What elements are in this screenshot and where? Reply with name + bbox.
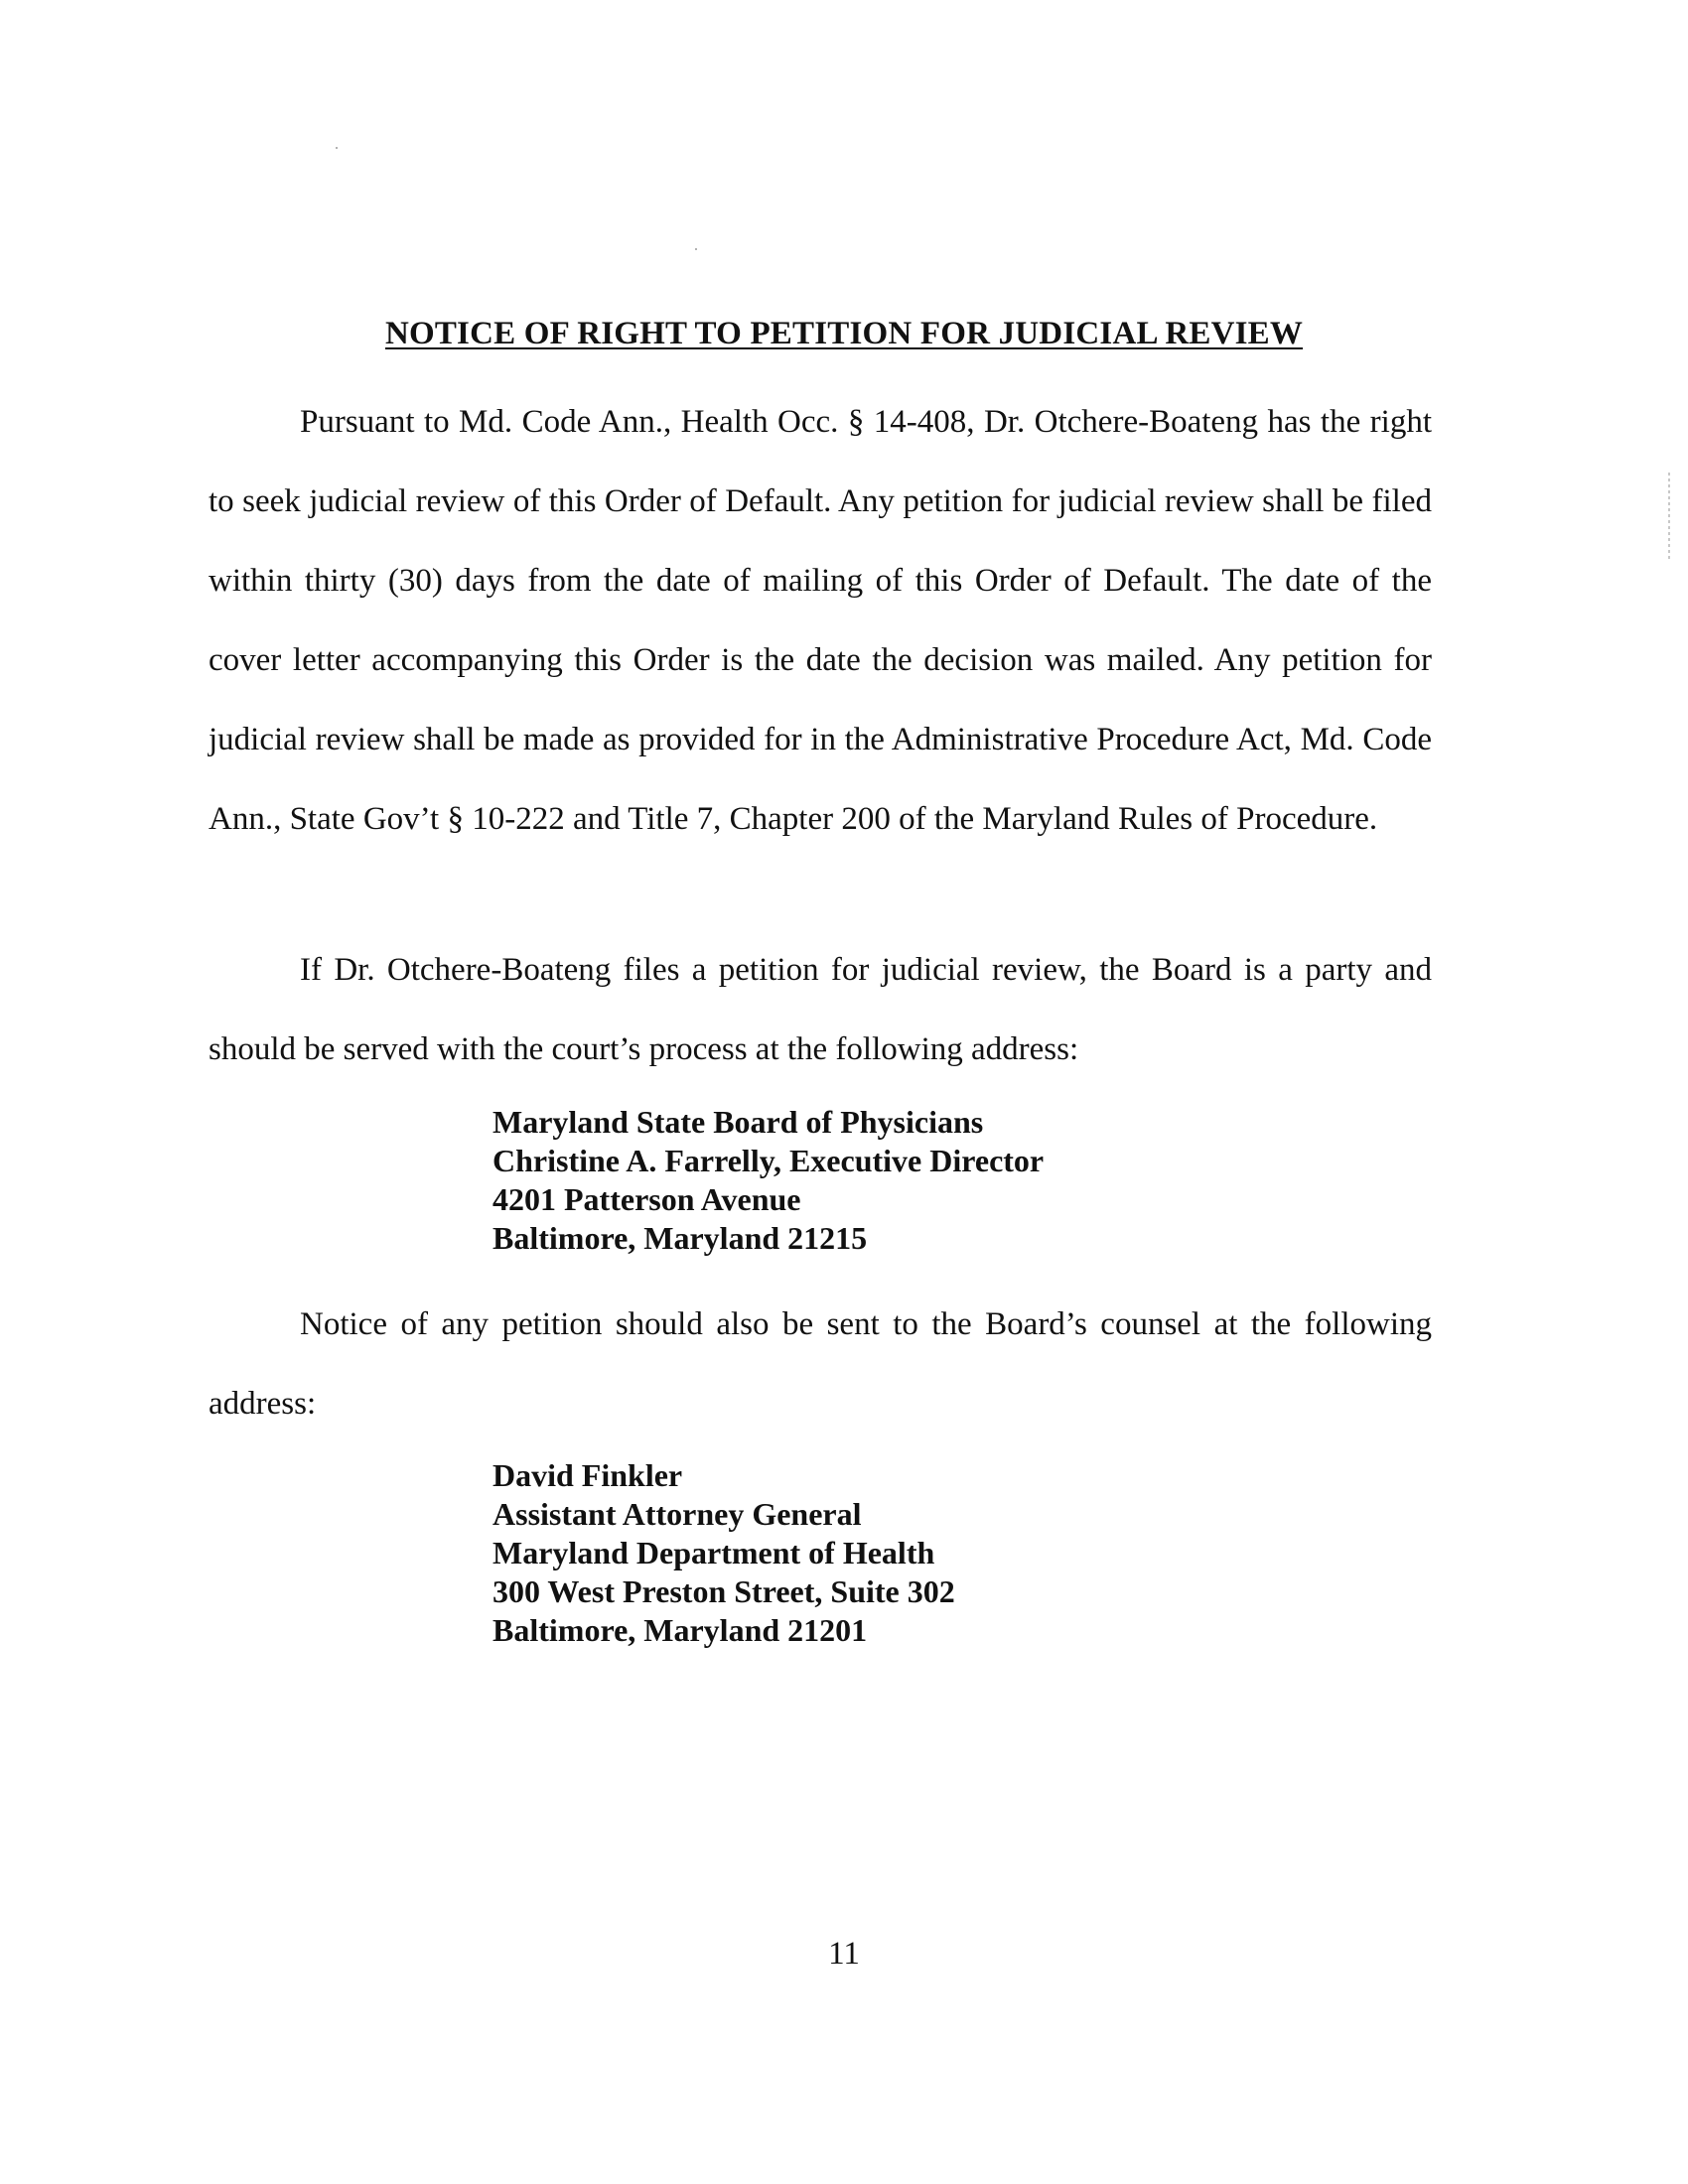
page-number: 11 [828,1936,860,1972]
board-name: Maryland State Board of Physicians [492,1104,984,1140]
board-address-block [492,1103,1044,1258]
scan-speck [695,248,697,250]
board-city-zip: Baltimore, Maryland 21215 [492,1220,868,1256]
counsel-street: 300 West Preston Street, Suite 302 [492,1573,955,1609]
notice-title: NOTICE OF RIGHT TO PETITION FOR JUDICIAL REVIEW [384,316,1304,351]
paragraph-counsel-notice: Notice of any petition should also be sent to the Board’s counsel at the following address: [209,1306,1432,1422]
executive-director: Christine A. Farrelly, Executive Director [492,1143,1045,1178]
counsel-city-zip: Baltimore, Maryland 21201 [492,1612,868,1648]
counsel-department: Maryland Department of Health [492,1535,935,1570]
scan-speck [336,147,338,149]
counsel-address-block [492,1456,955,1650]
board-street: 4201 Patterson Avenue [492,1181,801,1217]
counsel-title: Assistant Attorney General [492,1496,862,1532]
paragraph-board-service: If Dr. Otchere-Boateng files a petition for judicial review, the Board is a party and should be served with the court’s process at the following address: [209,952,1432,1067]
counsel-name: David Finkler [492,1457,683,1493]
scan-edge-artifact [1668,473,1670,560]
paragraph-judicial-review-right: Pursuant to Md. Code Ann., Health Occ. § 14-408, Dr. Otchere-Boateng has the right to seek judicial review of this Order of Default. Any petition for judicial review shall be filed within thirty (30) days from the date of mailing of this Order of Default. The date of the cover letter accompanying this Order is the date the decision was mailed. Any petition for judicial review shall be made as provided for in the Administrative Procedure Act, Md. Code Ann., State Gov’t § 10-222 and Title 7, Chapter 200 of the Maryland Rules of Procedure. [209,404,1432,837]
